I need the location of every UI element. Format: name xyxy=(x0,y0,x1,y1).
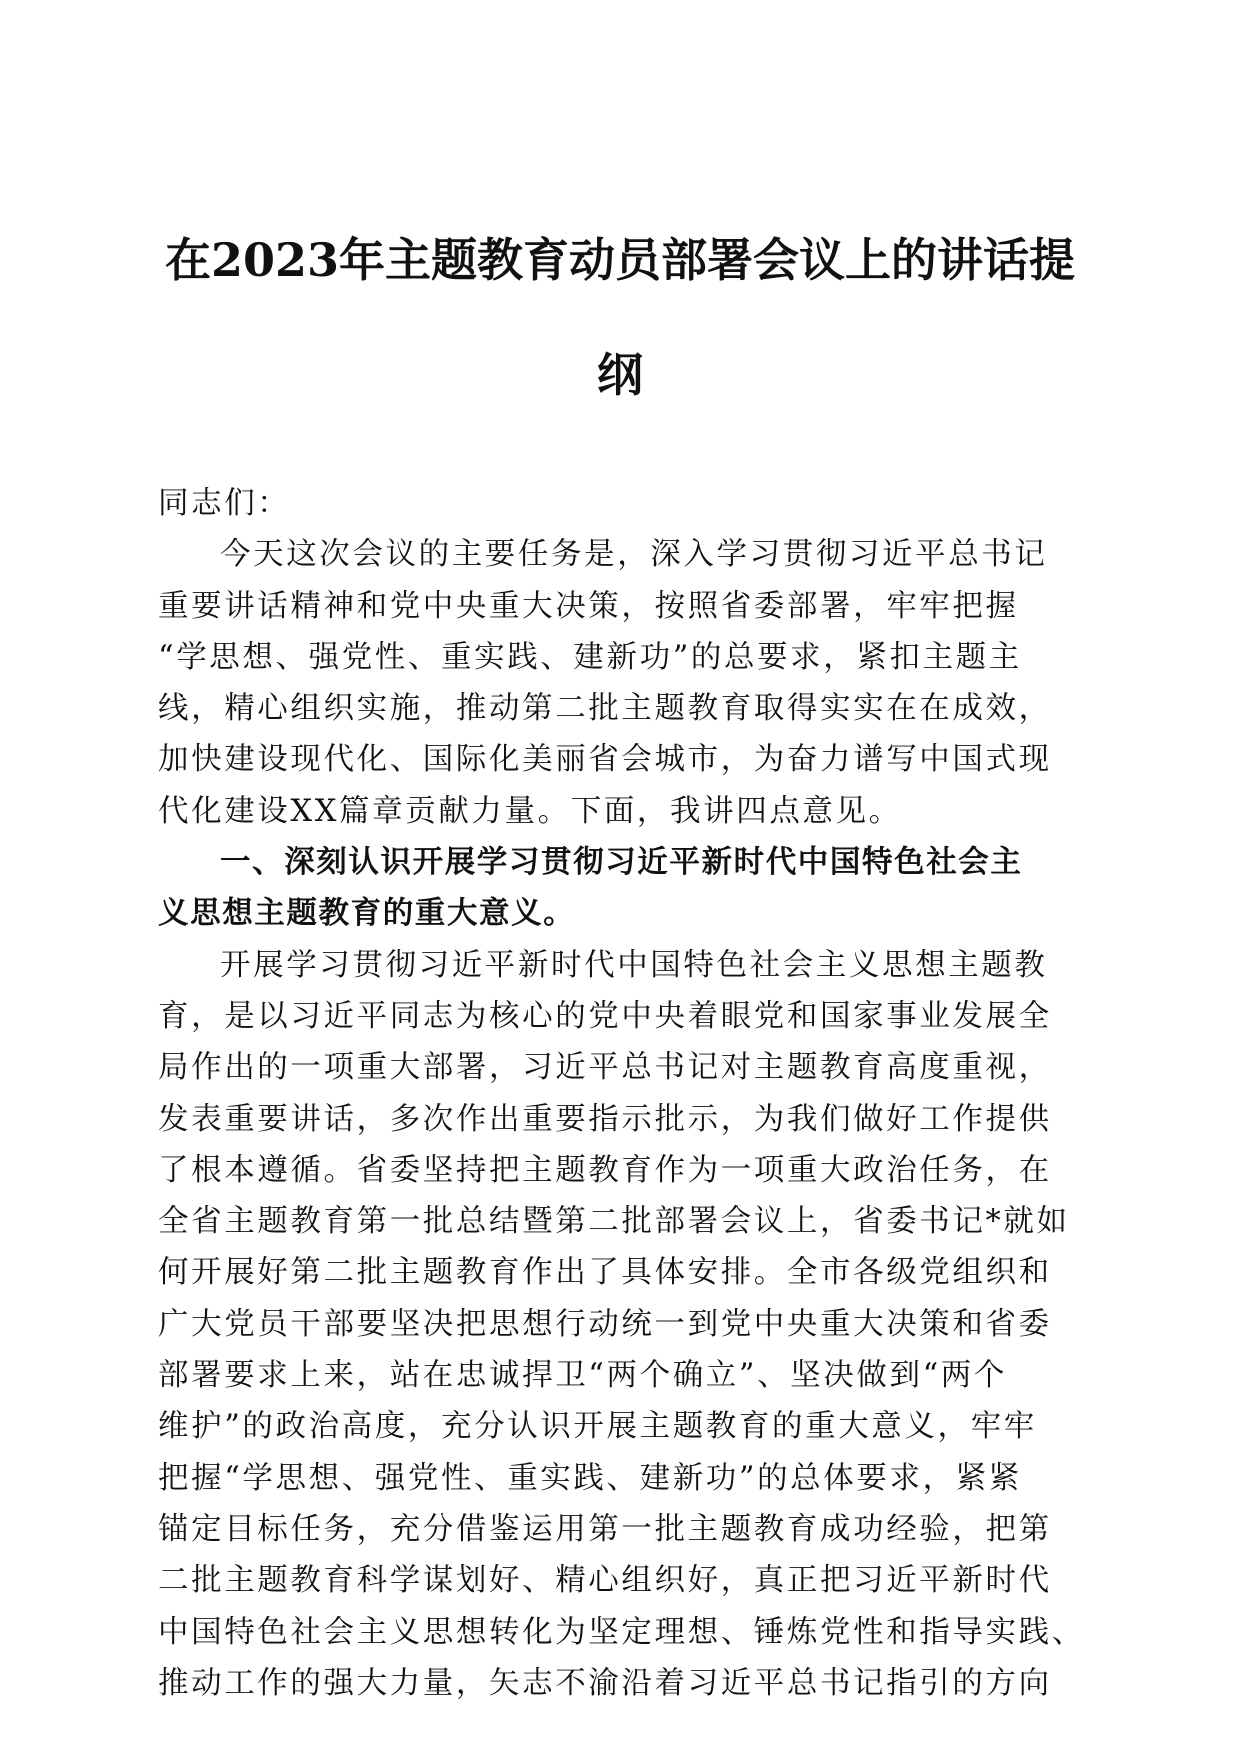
section-1-heading-line: 一、深刻认识开展学习贯彻习近平新时代中国特色社会主 xyxy=(220,845,1023,881)
section-1-paragraph-line: 广大党员干部要坚决把思想行动统一到党中央重大决策和省委 xyxy=(158,1306,1052,1342)
intro-paragraph-line: 线，精心组织实施，推动第二批主题教育取得实实在在成效， xyxy=(158,691,1052,727)
intro-paragraph-line: 重要讲话精神和党中央重大决策，按照省委部署，牢牢把握 xyxy=(158,588,1019,624)
section-1-paragraph-line: 锚定目标任务，充分借鉴运用第一批主题教育成功经验，把第 xyxy=(158,1511,1052,1547)
document-title-line-1: 在2023年主题教育动员部署会议上的讲话提 xyxy=(164,233,1076,287)
intro-paragraph-line: “学思想、强党性、重实践、建新功”的总要求，紧扣主题主 xyxy=(158,639,1022,675)
section-1-paragraph-line: 育，是以习近平同志为核心的党中央着眼党和国家事业发展全 xyxy=(158,998,1052,1034)
intro-paragraph-line: 加快建设现代化、国际化美丽省会城市，为奋力谱写中国式现 xyxy=(158,742,1052,778)
section-1-paragraph-line: 维护”的政治高度，充分认识开展主题教育的重大意义，牢牢 xyxy=(158,1409,1037,1445)
section-1-paragraph-line: 部署要求上来，站在忠诚捍卫“两个确立”、坚决做到“两个 xyxy=(158,1358,1007,1394)
section-1-paragraph-line: 全省主题教育第一批总结暨第二批部署会议上，省委书记*就如 xyxy=(158,1204,1070,1240)
section-1-paragraph-line: 推动工作的强大力量，矢志不渝沿着习近平总书记指引的方向 xyxy=(158,1665,1052,1701)
intro-paragraph-line: 今天这次会议的主要任务是，深入学习贯彻习近平总书记 xyxy=(220,537,1048,573)
document-body xyxy=(158,478,1088,1709)
document-title-line-2: 纲 xyxy=(597,348,643,402)
section-1-paragraph-line: 二批主题教育科学谋划好、精心组织好，真正把习近平新时代 xyxy=(158,1563,1052,1599)
section-1-paragraph-line: 把握“学思想、强党性、重实践、建新功”的总体要求，紧紧 xyxy=(158,1460,1022,1496)
section-1-paragraph-line: 中国特色社会主义思想转化为坚定理想、锤炼党性和指导实践、 xyxy=(158,1614,1085,1650)
section-1-paragraph-line: 何开展好第二批主题教育作出了具体安排。全市各级党组织和 xyxy=(158,1255,1052,1291)
intro-paragraph-line: 代化建设XX篇章贡献力量。下面，我讲四点意见。 xyxy=(158,793,902,829)
section-1-paragraph-line: 发表重要讲话，多次作出重要指示批示，为我们做好工作提供 xyxy=(158,1101,1052,1137)
salutation: 同志们： xyxy=(158,486,291,521)
section-1-paragraph-line: 开展学习贯彻习近平新时代中国特色社会主义思想主题教 xyxy=(220,947,1048,983)
section-1-paragraph-line: 了根本遵循。省委坚持把主题教育作为一项重大政治任务，在 xyxy=(158,1152,1052,1188)
section-1-paragraph-line: 局作出的一项重大部署，习近平总书记对主题教育高度重视， xyxy=(158,1050,1052,1086)
section-1-heading-line: 义思想主题教育的重大意义。 xyxy=(158,896,576,932)
